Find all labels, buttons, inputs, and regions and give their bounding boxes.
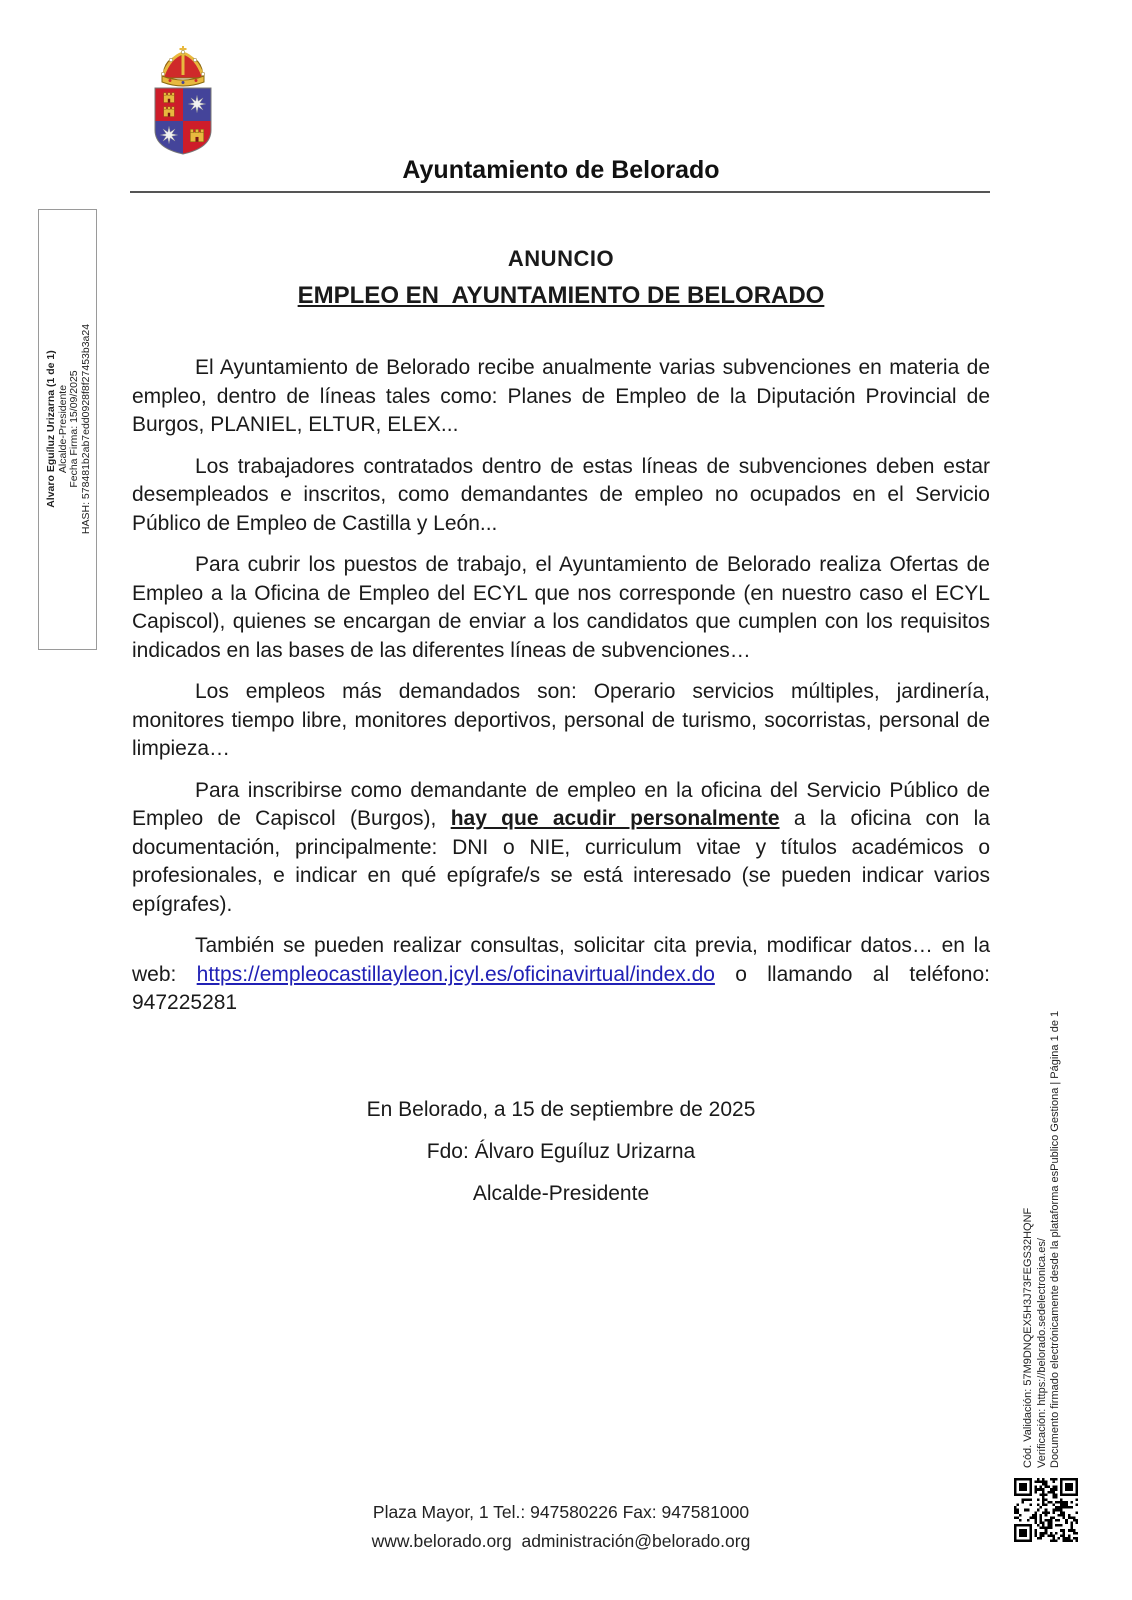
announcement-subheading: EMPLEO EN AYUNTAMIENTO DE BELORADO: [297, 282, 825, 309]
page-footer: [132, 1498, 990, 1555]
announcement-heading: ANUNCIO: [507, 246, 615, 271]
text-run: o llamando al teléfono: 947225281: [132, 962, 990, 1014]
document-body: [132, 354, 990, 1031]
stamp-signer-role: Alcalde-Presidente: [56, 384, 69, 474]
paragraph-inscripcion: [132, 777, 990, 920]
paragraph-subvenciones: El Ayuntamiento de Belorado recibe anualmente varias subvenciones en materia de empleo, dentro de líneas tales como: Planes de Empleo de la Diputación Provincial de Burgos, PLANIEL, ELTUR, ELEX...: [132, 356, 990, 436]
paragraph-empleos-demandados: Los empleos más demandados son: Operario servicios múltiples, jardinería, monitores tiempo libre, monitores deportivos, personal de turismo, socorristas, personal de limpieza…: [132, 680, 990, 760]
stamp-signer-name: Alvaro Eguíluz Urizarna (1 de 1): [45, 350, 57, 508]
signature-block: [132, 1096, 990, 1222]
footer-web-email: www.belorado.org administración@belorado.org: [371, 1530, 751, 1551]
signature-role: Alcalde-Presidente: [472, 1182, 650, 1205]
validation-sidebar: [1022, 768, 1064, 1468]
stamp-sign-date: Fecha Firma: 15/09/2025: [68, 370, 80, 488]
paragraph-trabajadores: Los trabajadores contratados dentro de estas líneas de subvenciones deben estar desempleados e inscritos, como demandantes de empleo no ocupados en el Servicio Público de Empleo de Castilla y León...: [132, 454, 990, 535]
emphasis-acudir-personalmente: hay que acudir personalmente: [450, 807, 780, 830]
verification-url: Verificación: https://belorado.sedelectronica.es/: [1035, 1238, 1048, 1468]
footer-address-phone: Plaza Mayor, 1 Tel.: 947580226 Fax: 947581000: [372, 1502, 750, 1522]
platform-note: Documento firmado electrónicamente desde la plataforma esPublico Gestiona | Página 1 de 1: [1049, 1010, 1061, 1468]
signature-signed-by: Fdo: Álvaro Eguíluz Urizarna: [426, 1140, 696, 1163]
signature-stamp-text: [46, 218, 92, 640]
text-run: También se pueden realizar consultas, solicitar cita previa, modificar datos… en la web:: [132, 934, 990, 986]
coat-of-arms-icon: [150, 44, 216, 156]
text-run: Para inscribirse como demandante de empleo en la oficina del Servicio Público de Empleo de Capiscol (Burgos),: [132, 778, 990, 830]
stamp-hash: HASH: 578481b2ab7edd0928f8f27453b3a24: [79, 323, 92, 535]
paragraph-ofertas: Para cubrir los puestos de trabajo, el Ayuntamiento de Belorado realiza Ofertas de Empleo a la Oficina de Empleo del ECYL que nos corresponde (en nuestro caso el ECYL Capiscol), quienes se encargan de enviar a los candidatos que cumplen con los requisitos indicados en las bases de las diferentes líneas de subvenciones…: [132, 553, 990, 662]
header-divider: [130, 191, 990, 193]
page-title: Ayuntamiento de Belorado: [402, 156, 720, 184]
oficina-virtual-link[interactable]: https://empleocastillayleon.jcyl.es/oficinavirtual/index.do: [196, 962, 715, 986]
qr-code-icon: [1014, 1478, 1078, 1542]
signature-place-date: En Belorado, a 15 de septiembre de 2025: [366, 1098, 756, 1121]
paragraph-consultas: [132, 932, 990, 1018]
text-run: a la oficina con la documentación, principalmente: DNI o NIE, curriculum vitae y títulos académicos o profesionales, e indicar en qué epígrafe/s se está interesado (se pueden indicar varios epígrafes).: [132, 807, 990, 916]
validation-code: Cód. Validación: 57M9DNQEX5H3J73FEGS32HQNF: [1022, 1207, 1034, 1468]
